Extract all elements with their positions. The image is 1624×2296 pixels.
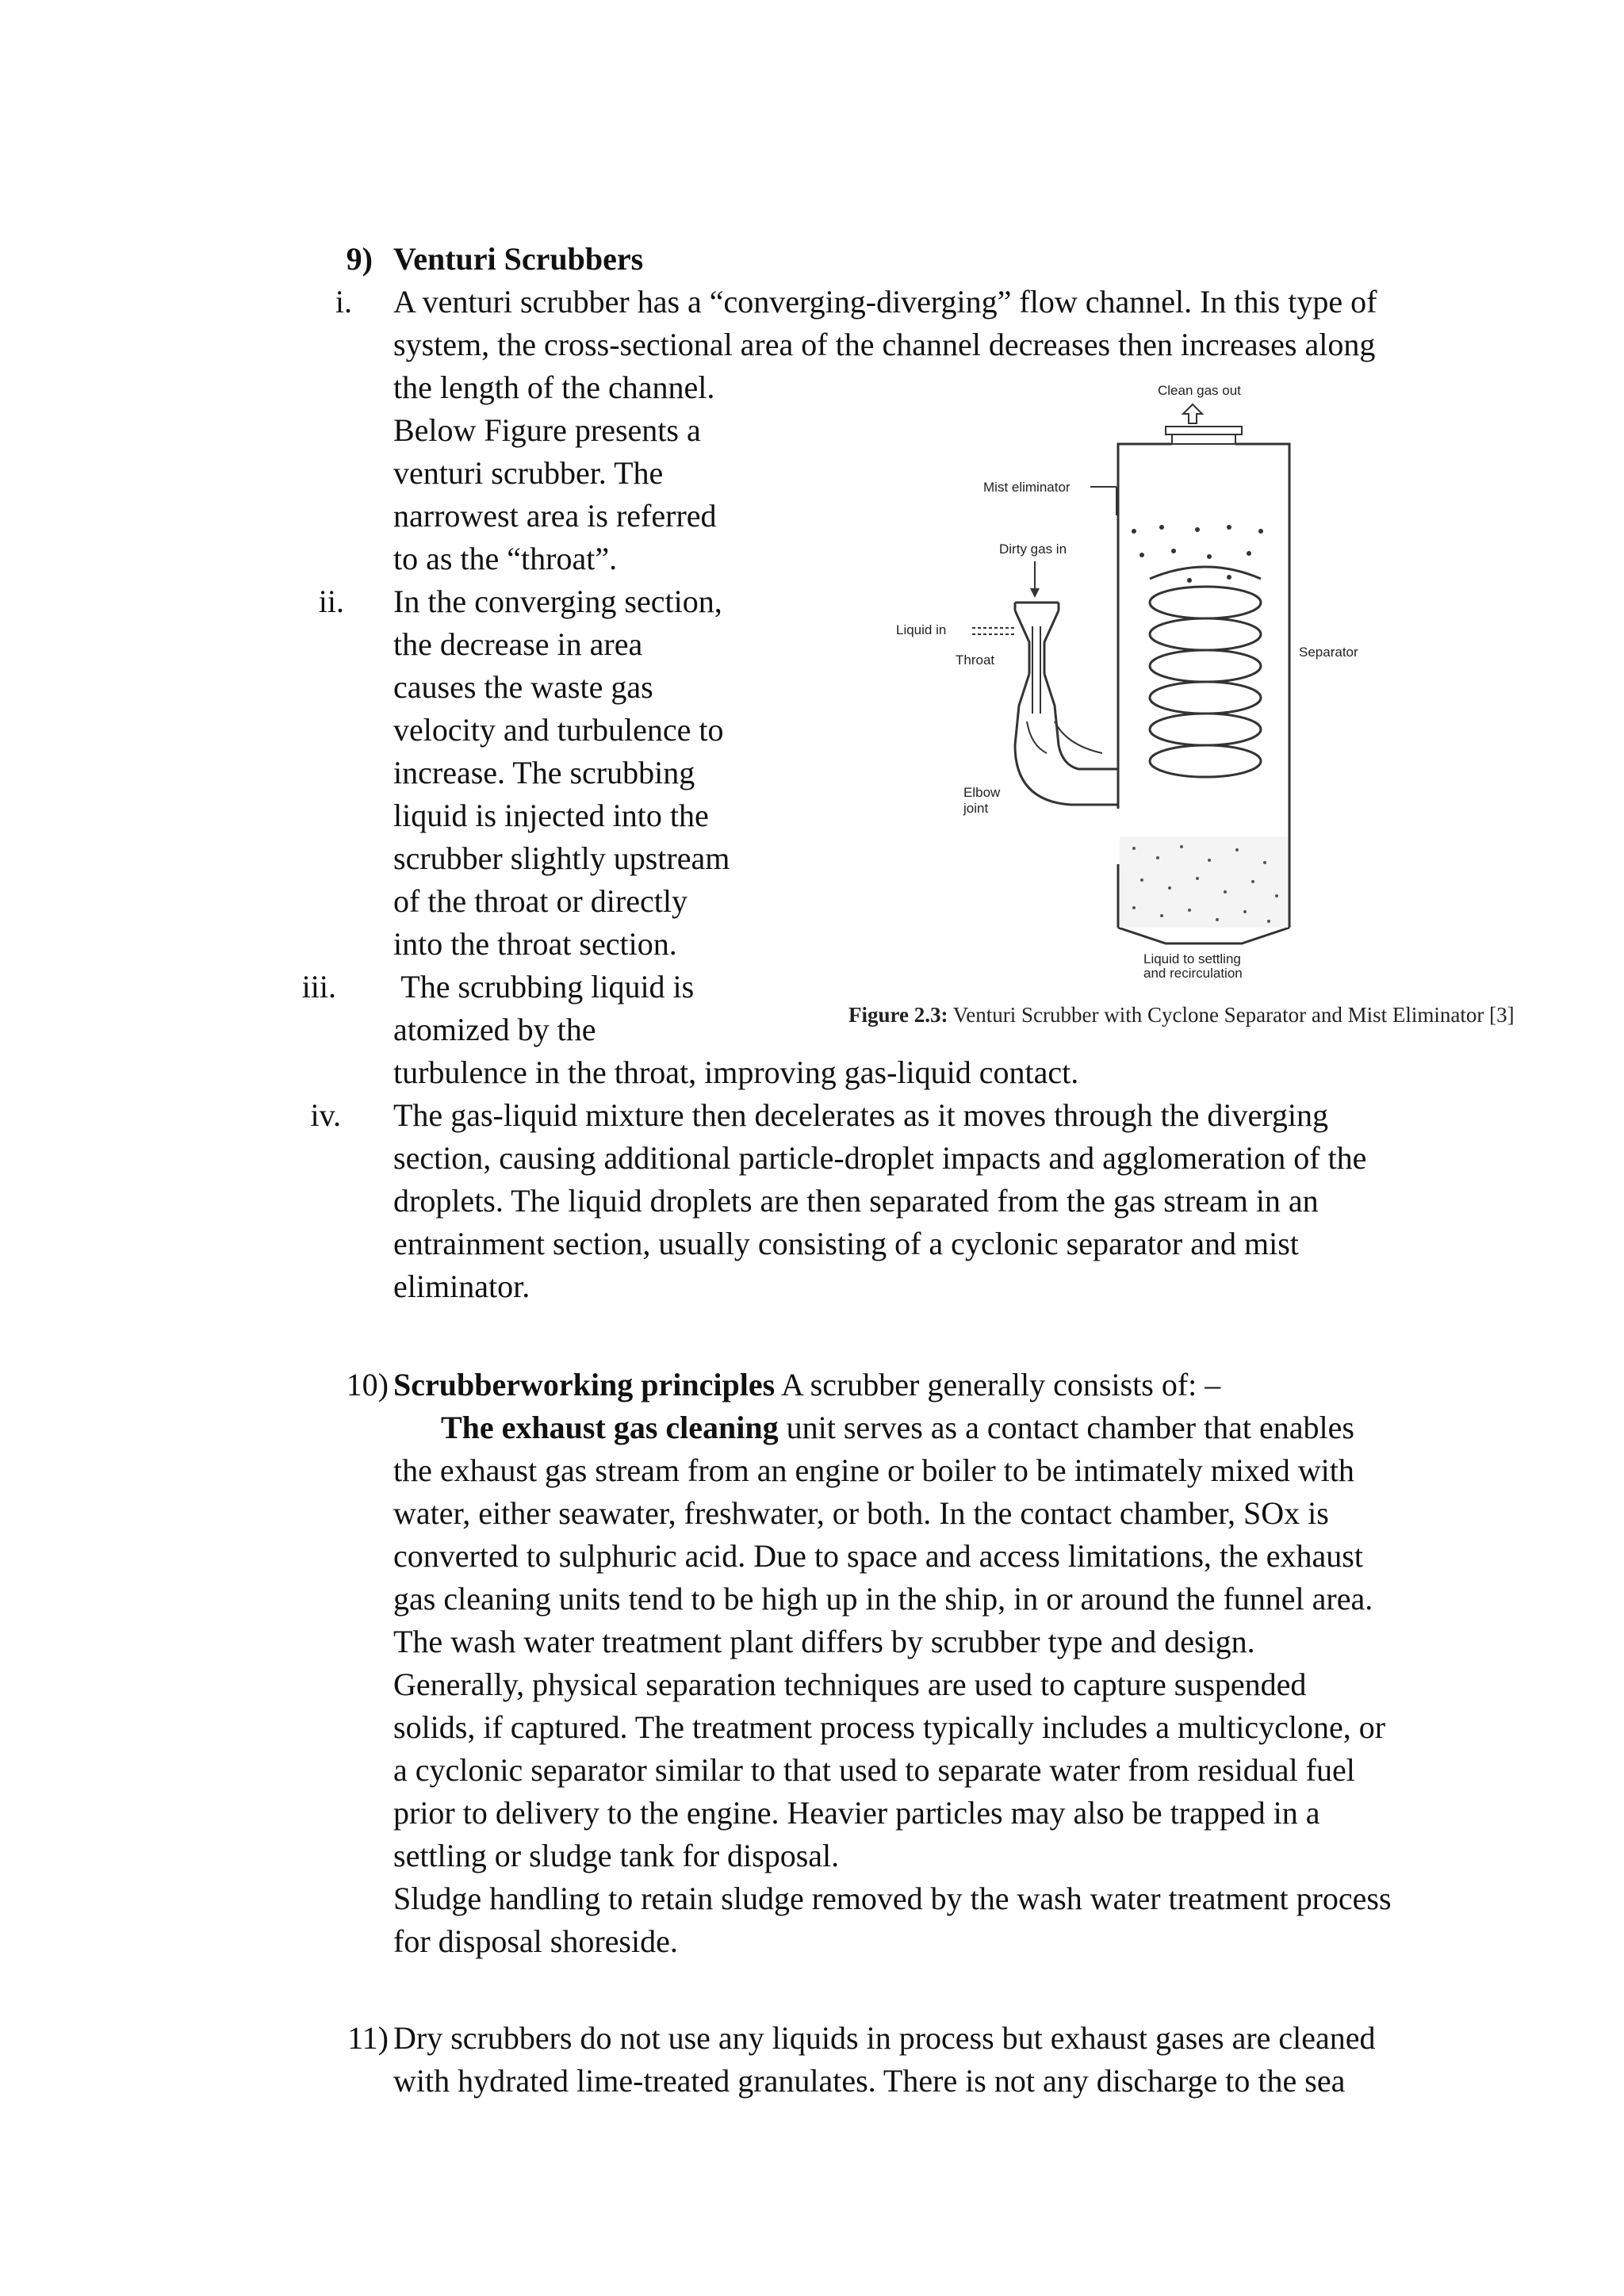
vessel-top [1118, 444, 1289, 460]
item-ii-line-1: In the converging section, [393, 584, 722, 619]
section-10-line-10: settling or sludge tank for disposal. [393, 1838, 840, 1873]
vessel-bottom [1118, 928, 1289, 943]
figure-caption-label: Figure 2.3: [848, 1003, 948, 1027]
section-10-title: Scrubberworking principles [393, 1367, 776, 1402]
liquid-in-pipe [972, 628, 1015, 634]
section-10-line-2: water, either seawater, freshwater, or both. In the contact chamber, SOx is [393, 1495, 1329, 1531]
section-11-line-1: Dry scrubbers do not use any liquids in process but exhaust gases are cleaned [393, 2020, 1376, 2056]
section-10-line-11: Sludge handling to retain sludge removed by the wash water treatment process [393, 1881, 1392, 1916]
item-ii-line-6: liquid is injected into the [393, 798, 709, 833]
section-10-line-7: solids, if captured. The treatment process typically includes a multicyclone, or [393, 1709, 1386, 1745]
venturi-converging-section [1015, 603, 1059, 674]
section-10-line-8: a cyclonic separator similar to that used to separate water from residual fuel [393, 1752, 1355, 1788]
item-iii-marker: iii. [301, 969, 336, 1004]
outlet-neck [1172, 434, 1235, 444]
item-iv-line-4: entrainment section, usually consisting of a cyclonic separator and mist [393, 1226, 1299, 1261]
item-ii-line-8: of the throat or directly [393, 883, 688, 919]
section-10-line-9: prior to delivery to the engine. Heavier particles may also be trapped in a [393, 1795, 1320, 1831]
item-ii-line-5: increase. The scrubbing [393, 755, 695, 790]
section-9-number: 9) [346, 241, 373, 277]
section-10-first-line [441, 1406, 1354, 1449]
label-joint: joint [963, 801, 989, 816]
section-10-line-12: for disposal shoreside. [393, 1923, 678, 1959]
label-liquid-to-settling: Liquid to settling [1143, 951, 1241, 966]
item-iii-line-2: atomized by the [393, 1012, 596, 1047]
item-iv-line-2: section, causing additional particle-droplet impacts and agglomeration of the [393, 1140, 1367, 1176]
outlet-flange [1166, 427, 1242, 434]
label-throat: Throat [956, 652, 995, 668]
item-iv-marker: iv. [310, 1097, 341, 1133]
item-iii-line-3: turbulence in the throat, improving gas-liquid contact. [393, 1054, 1079, 1090]
section-10-bold-lead: The exhaust gas cleaning [441, 1410, 779, 1445]
section-10-line-1: the exhaust gas stream from an engine or boiler to be intimately mixed with [393, 1452, 1354, 1488]
clean-gas-arrow-icon [1183, 404, 1202, 423]
section-10-first-line-rest: unit serves as a contact chamber that enables [778, 1410, 1354, 1445]
label-mist-eliminator: Mist eliminator [983, 480, 1071, 495]
label-dirty-gas-in: Dirty gas in [999, 541, 1067, 557]
section-10-line-4: gas cleaning units tend to be high up in the ship, in or around the funnel area. [393, 1581, 1373, 1617]
item-iv-line-5: eliminator. [393, 1269, 530, 1304]
item-iii-line-1: The scrubbing liquid is [393, 969, 695, 1004]
label-liquid-in: Liquid in [896, 622, 947, 637]
section-10-line-3: converted to sulphuric acid. Due to space and access limitations, the exhaust [393, 1538, 1363, 1574]
item-ii-line-7: scrubber slightly upstream [393, 840, 730, 876]
section-10-heading-line [393, 1364, 1220, 1406]
item-i-line-3: the length of the channel. [393, 369, 715, 405]
section-10-number: 10) [346, 1367, 389, 1402]
item-ii-line-9: into the throat section. [393, 926, 677, 962]
venturi-flow-arrows [1027, 626, 1102, 753]
label-and-recirculation: and recirculation [1143, 966, 1243, 981]
section-11-line-2: with hydrated lime-treated granulates. There is not any discharge to the sea [393, 2063, 1346, 2099]
label-separator: Separator [1299, 645, 1358, 660]
label-elbow: Elbow [963, 785, 1001, 800]
venturi-scrubber-figure [896, 373, 1358, 981]
item-ii-line-2: the decrease in area [393, 626, 643, 662]
item-i-line-6: narrowest area is referred [393, 498, 717, 534]
item-ii-marker: ii. [318, 584, 344, 619]
section-10-intro: A scrubber generally consists of: – [775, 1367, 1221, 1402]
item-ii-line-3: causes the waste gas [393, 669, 653, 705]
mist-droplets [1132, 525, 1263, 583]
liquid-reservoir [1120, 836, 1288, 928]
section-11-number: 11) [347, 2020, 389, 2056]
item-i-line-4: Below Figure presents a [393, 412, 701, 448]
item-i-line-7: to as the “throat”. [393, 541, 618, 576]
section-10-line-5: The wash water treatment plant differs by scrubber type and design. [393, 1624, 1255, 1659]
item-i-marker: i. [335, 284, 352, 320]
section-9-title: Venturi Scrubbers [393, 241, 644, 277]
item-i-line-5: venturi scrubber. The [393, 455, 664, 491]
item-iv-line-3: droplets. The liquid droplets are then separated from the gas stream in an [393, 1183, 1319, 1219]
item-i-line-2: system, the cross-sectional area of the channel decreases then increases along [393, 327, 1376, 362]
item-ii-line-4: velocity and turbulence to [393, 712, 724, 748]
section-10-line-6: Generally, physical separation techniques are used to capture suspended [393, 1667, 1307, 1702]
item-iv-line-1: The gas-liquid mixture then decelerates as it moves through the diverging [393, 1097, 1328, 1133]
venturi-diverging-elbow [1015, 674, 1118, 805]
label-clean-gas-out: Clean gas out [1158, 383, 1241, 398]
item-i-line-1: A venturi scrubber has a “converging-diverging” flow channel. In this type of [393, 284, 1377, 320]
cyclone-spiral [1150, 567, 1261, 777]
figure-caption-text: Venturi Scrubber with Cyclone Separator and Mist Eliminator [3] [948, 1003, 1515, 1027]
figure-caption [848, 1001, 1515, 1029]
